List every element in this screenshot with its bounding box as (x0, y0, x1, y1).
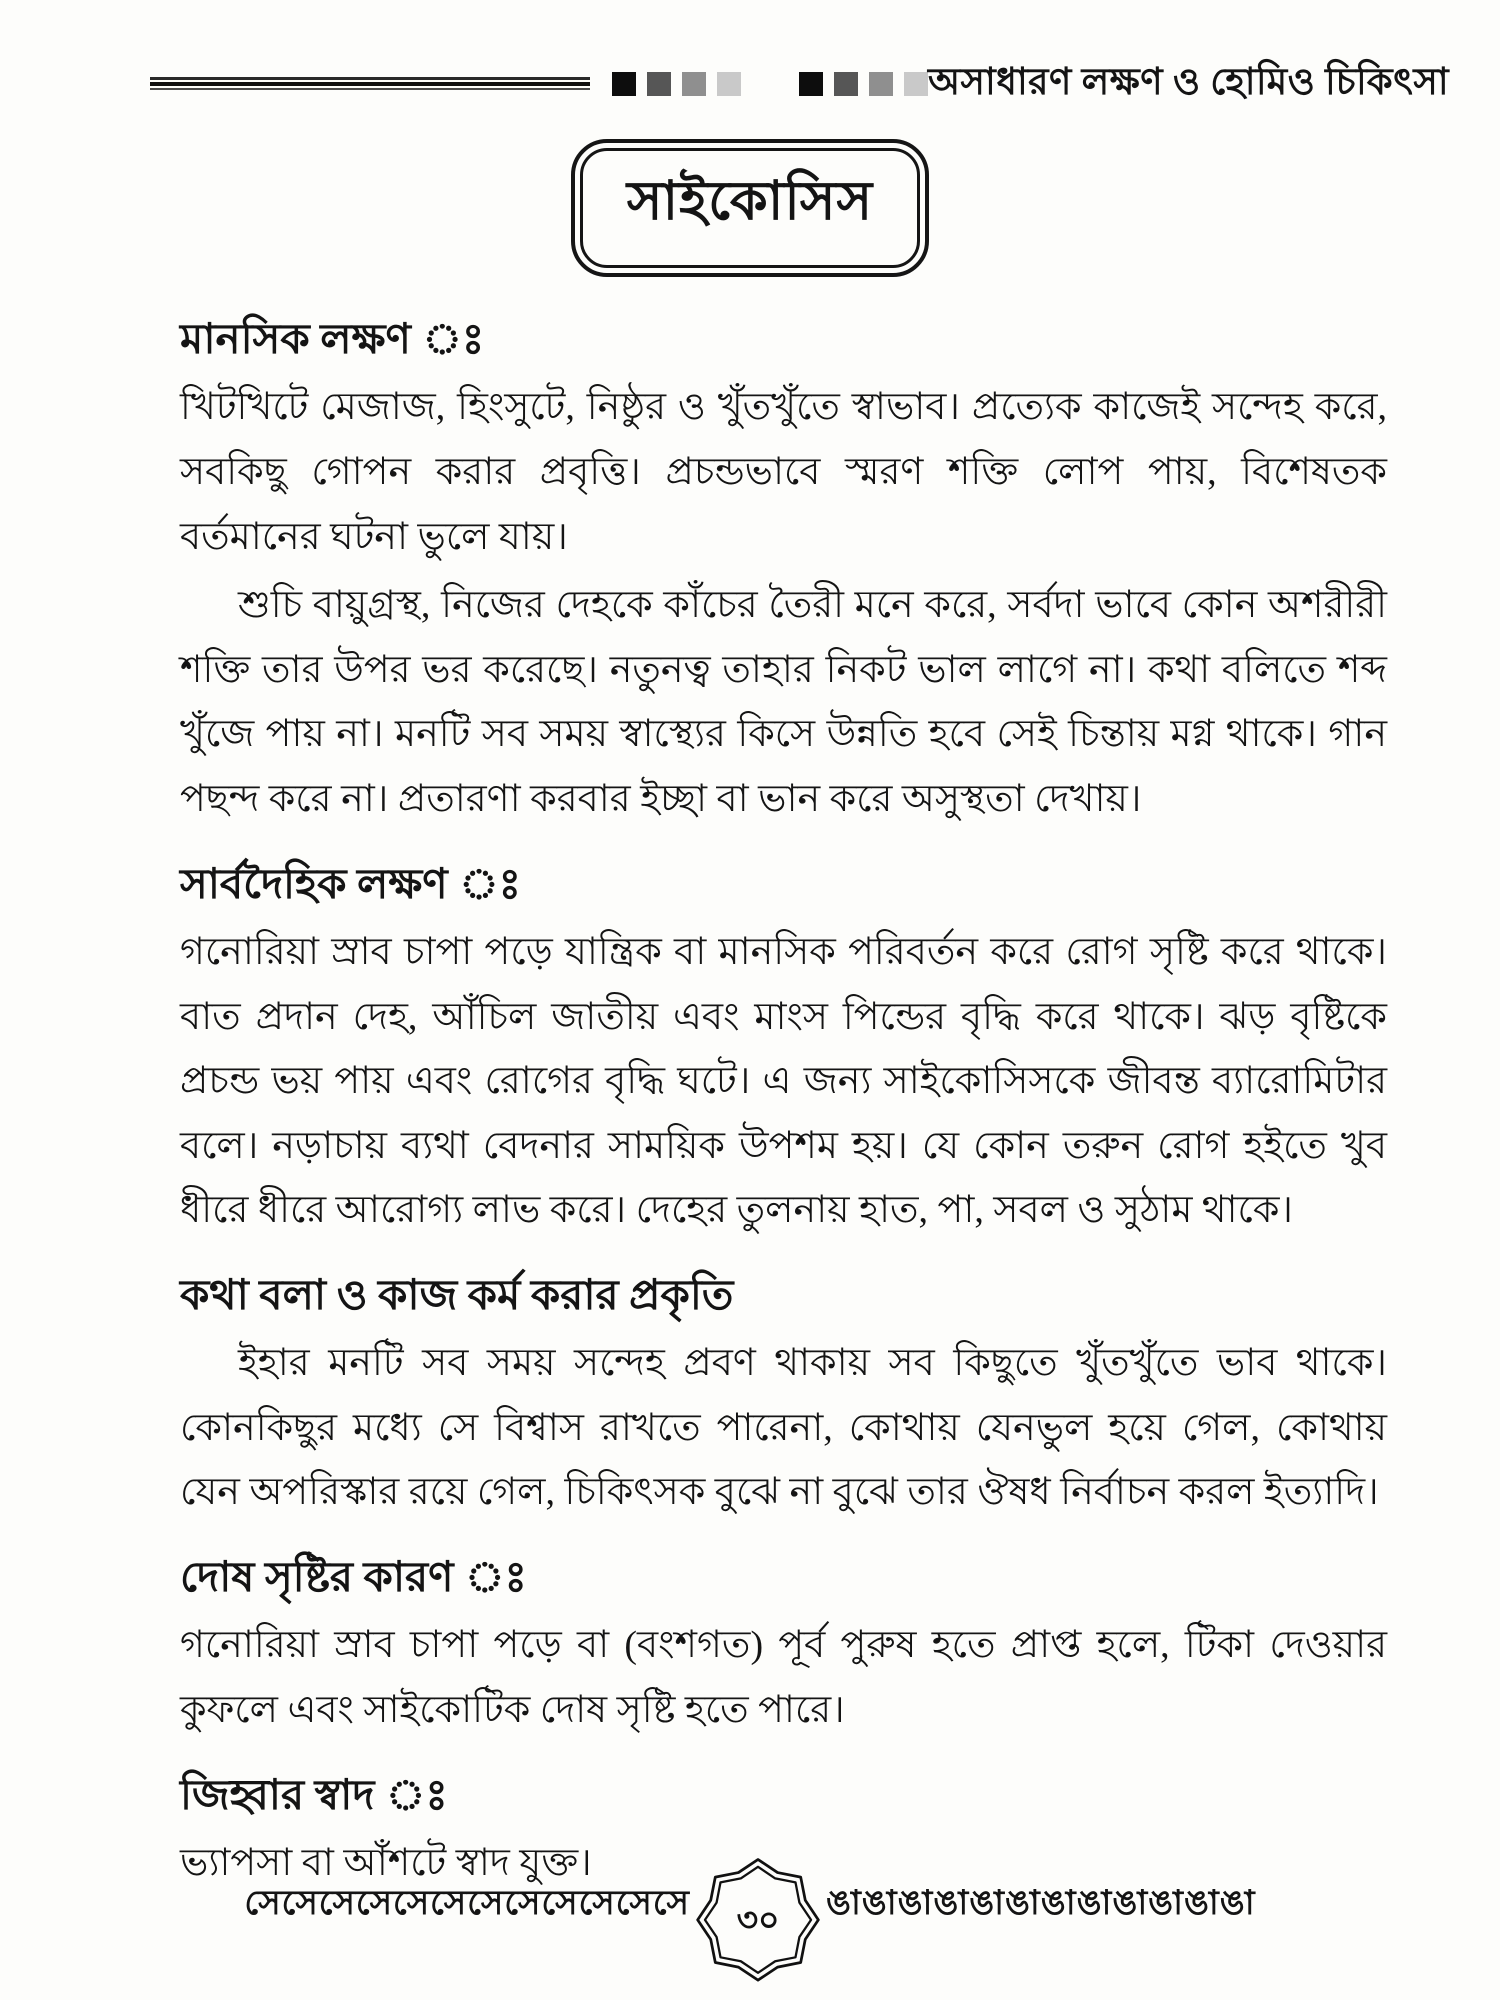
paragraph: গনোরিয়া স্রাব চাপা পড়ে বা (বংশগত) পূর্ব পুরুষ হতে প্রাপ্ত হলে, টিকা দেওয়ার কুফলে এবং সাইকোটিক দোষ সৃষ্টি হতে পারে। (180, 1624, 1387, 1732)
page-header (0, 0, 1500, 115)
chapter-title: সাইকোসিস (626, 171, 874, 231)
section-mental-symptoms (180, 315, 1387, 832)
title-badge-inner-border (580, 148, 920, 268)
section-heading: কথা বলা ও কাজ কর্ম করার প্রকৃতি (180, 1272, 734, 1319)
paragraph: খিটখিটে মেজাজ, হিংসুটে, নিষ্ঠুর ও খুঁতখুঁতে স্বাভাব। প্রত্যেক কাজেই সন্দেহ করে, সবকিছু গোপন করার প্রবৃত্তি। প্রচন্ডভাবে স্মরণ শক্তি লোপ পায়, বিশেষতক বর্তমানের ঘটনা ভুলে যায়। (180, 386, 1387, 558)
page-footer (0, 1854, 1500, 1982)
ornament-square-icon (612, 72, 636, 96)
section-cause-of-dosha (180, 1553, 1387, 1743)
footer-ornament-right: ঙাঙাঙাঙাঙাঙাঙাঙাঙাঙাঙাঙা (826, 1887, 1256, 1921)
section-speech-work-nature (180, 1271, 1387, 1525)
section-bodily-symptoms (180, 860, 1387, 1243)
page-body (0, 277, 1500, 1896)
ornament-square-icon (799, 72, 823, 96)
ornament-square-icon (647, 72, 671, 96)
ornament-square-icon (904, 72, 928, 96)
page-number: ৩০ (736, 1902, 780, 1939)
ornament-square-icon (834, 72, 858, 96)
ornament-square-icon (717, 72, 741, 96)
paragraph: ইহার মনটি সব সময় সন্দেহ প্রবণ থাকায় সব কিছুতে খুঁতখুঁতে ভাব থাকে। কোনকিছুর মধ্যে সে বিশ্বাস রাখতে পারেনা, কোথায় যেনভুল হয়ে গেল, কোথায় যেন অপরিস্কার রয়ে গেল, চিকিৎসক বুঝে না বুঝে তার ঔষধ নির্বাচন করল ইত্যাদি। (180, 1342, 1387, 1514)
fading-squares-group (799, 72, 928, 96)
ornament-square-icon (869, 72, 893, 96)
section-heading: জিহ্বার স্বাদ ঃ (180, 1772, 448, 1819)
header-rule-ornament (150, 72, 928, 96)
triple-rule-icon (150, 77, 590, 90)
paragraph: ভ্যাপসা বা আঁশটে স্বাদ যুক্ত। (180, 1842, 592, 1885)
footer-ornament-left: সেসেসেসেসেসেসেসেসেসেসেসে (244, 1887, 691, 1921)
page-number-seal-icon (694, 1854, 822, 1982)
paragraph: গনোরিয়া স্রাব চাপা পড়ে যান্ত্রিক বা মানসিক পরিবর্তন করে রোগ সৃষ্টি করে থাকে। বাত প্রদান দেহ, আঁচিল জাতীয় এবং মাংস পিন্ডের বৃদ্ধি করে থাকে। ঝড় বৃষ্টিকে প্রচন্ড ভয় পায় এবং রোগের বৃদ্ধি ঘটে। এ জন্য সাইকোসিসকে জীবন্ত ব্যারোমিটার বলে। নড়াচায় ব্যথা বেদনার সাময়িক উপশম হয়। যে কোন তরুন রোগ হইতে খুব ধীরে ধীরে আরোগ্য লাভ করে। দেহের তুলনায় হাত, পা, সবল ও সুঠাম থাকে। (180, 930, 1387, 1232)
ornament-square-icon (682, 72, 706, 96)
section-heading: সার্বদৈহিক লক্ষণ ঃ (180, 861, 522, 908)
chapter-title-area (0, 139, 1500, 277)
section-heading: দোষ সৃষ্টির কারণ ঃ (180, 1555, 527, 1602)
title-badge-outer-border (571, 139, 929, 277)
paragraph: শুচি বায়ুগ্রস্থ, নিজের দেহকে কাঁচের তৈরী মনে করে, সর্বদা ভাবে কোন অশরীরী শক্তি তার উপর ভর করেছে। নতুনত্ব তাহার নিকট ভাল লাগে না। কথা বলিতে শব্দ খুঁজে পায় না। মনটি সব সময় স্বাস্থ্যের কিসে উন্নতি হবে সেই চিন্তায় মগ্ন থাকে। গান পছন্দ করে না। প্রতারণা করবার ইচ্ছা বা ভান করে অসুস্থতা দেখায়। (180, 584, 1387, 820)
section-heading: মানসিক লক্ষণ ঃ (180, 317, 485, 363)
running-header-title: অসাধারণ লক্ষণ ও হোমিও চিকিৎসা (928, 62, 1450, 103)
fading-squares-group (612, 72, 741, 96)
